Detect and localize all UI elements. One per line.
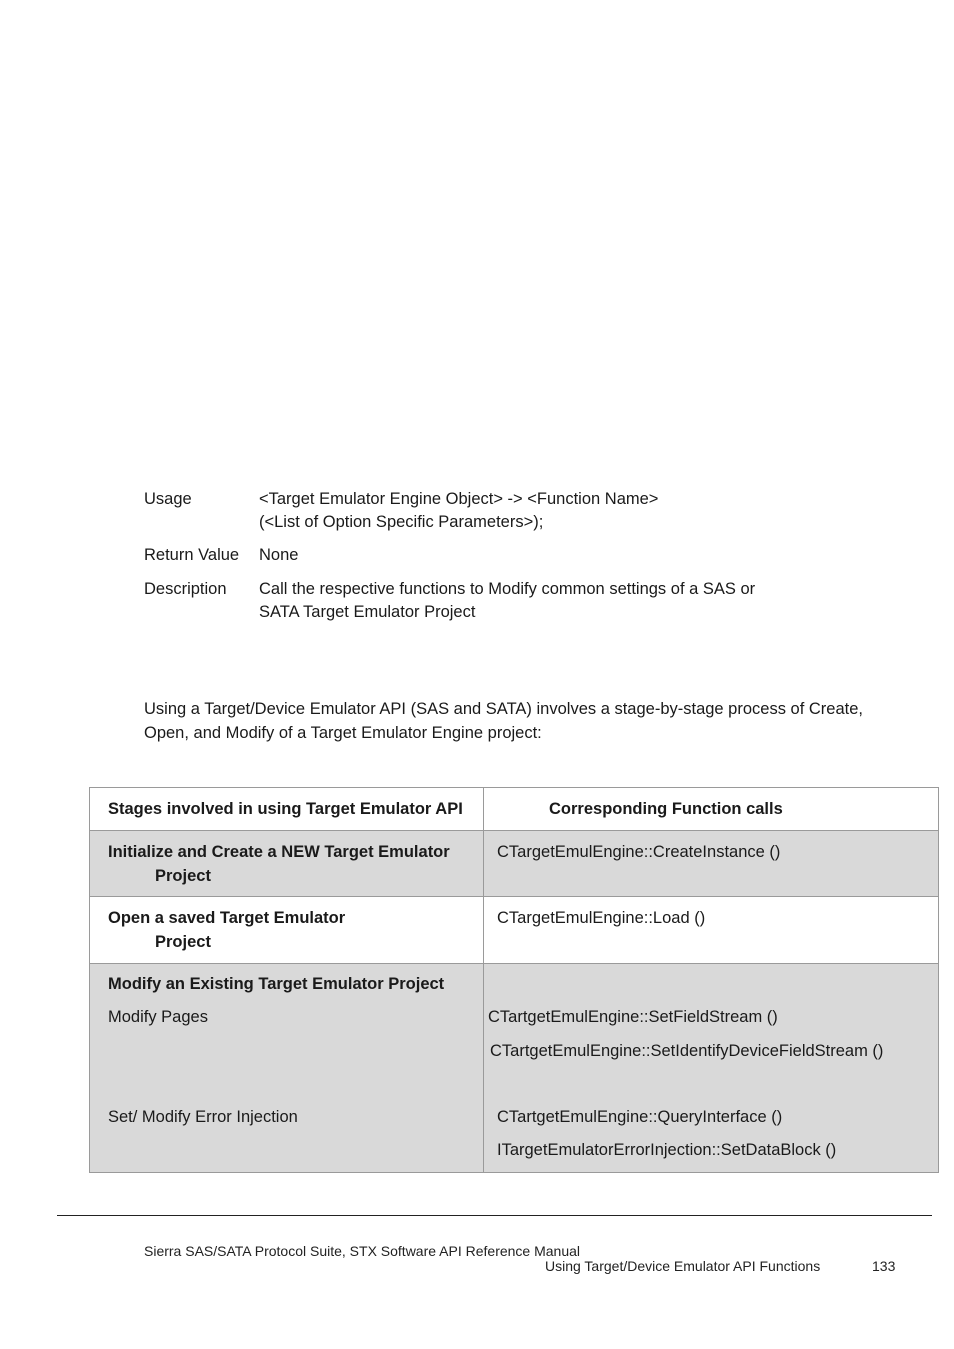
table-cell <box>484 831 939 897</box>
call-query-interface: CTartgetEmulEngine::QueryInterface () <box>497 1108 783 1126</box>
stage-modify-pages: Modify Pages <box>108 1008 208 1026</box>
stage-open-line-1: Open a saved Target Emulator <box>108 909 346 927</box>
table-header-row <box>90 788 939 831</box>
call-create-instance: CTargetEmulEngine::CreateInstance () <box>497 843 781 861</box>
table-cell <box>90 897 484 964</box>
call-load: CTargetEmulEngine::Load () <box>497 909 706 927</box>
description-label: Description <box>144 580 227 598</box>
usage-value-line-2: (<List of Option Specific Parameters>); <box>259 513 544 531</box>
footer-page-number: 133 <box>872 1258 896 1274</box>
table-row <box>90 897 939 964</box>
stage-open-line-2: Project <box>155 933 211 951</box>
stage-create-line-2: Project <box>155 867 211 885</box>
table-header-cell <box>484 788 939 831</box>
function-calls-header: Corresponding Function calls <box>549 800 783 818</box>
table-cell <box>90 831 484 897</box>
usage-label: Usage <box>144 490 192 508</box>
footer-manual-title: Sierra SAS/SATA Protocol Suite, STX Software API Reference Manual <box>144 1243 581 1259</box>
table-cell <box>484 897 939 964</box>
stages-header: Stages involved in using Target Emulator API <box>108 800 463 818</box>
description-value-line-1: Call the respective functions to Modify common settings of a SAS or <box>259 580 756 598</box>
table-row <box>90 831 939 897</box>
usage-value-line-1: <Target Emulator Engine Object> -> <Function Name> <box>259 490 659 508</box>
table-cell <box>90 964 484 1173</box>
stage-modify-title: Modify an Existing Target Emulator Project <box>108 975 445 993</box>
intro-paragraph: Using a Target/Device Emulator API (SAS and SATA) involves a stage-by-stage process of Create, Open, and Modify of a Target Emulator Engine project: <box>144 700 863 742</box>
stage-create-line-1: Initialize and Create a NEW Target Emulator <box>108 843 450 861</box>
footer-section: Using Target/Device Emulator API Functions <box>545 1258 821 1274</box>
return-value-label: Return Value <box>144 546 240 564</box>
call-set-field-stream: CTartgetEmulEngine::SetFieldStream () <box>488 1008 778 1026</box>
call-set-identify-device-field-stream: CTartgetEmulEngine::SetIdentifyDeviceFieldStream () <box>490 1042 884 1060</box>
call-set-data-block: ITargetEmulatorErrorInjection::SetDataBlock () <box>497 1141 837 1159</box>
table-cell <box>484 964 939 1173</box>
description-value-line-2: SATA Target Emulator Project <box>259 603 476 621</box>
table-row <box>90 964 939 1173</box>
stages-table <box>89 787 939 1173</box>
stage-error-injection: Set/ Modify Error Injection <box>108 1108 298 1126</box>
table-header-cell <box>90 788 484 831</box>
return-value-value: None <box>259 546 299 564</box>
footer-rule <box>57 1215 932 1216</box>
